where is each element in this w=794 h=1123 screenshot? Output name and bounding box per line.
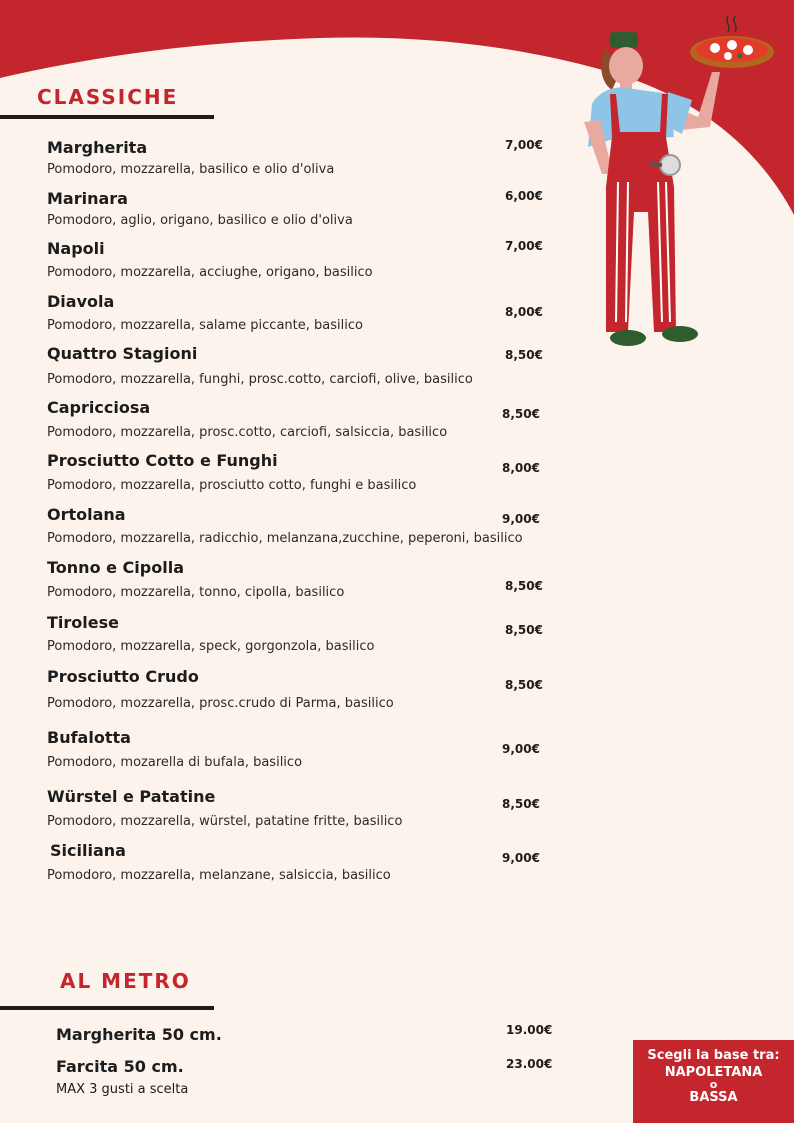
base-choice-box [633, 1040, 794, 1123]
menu-item-name: Würstel e Patatine [47, 787, 216, 806]
base-option-connector: o [709, 1078, 718, 1091]
menu-item-price: 9,00€ [502, 512, 540, 526]
section-divider [0, 1006, 214, 1010]
menu-item-name: Tonno e Cipolla [47, 558, 184, 577]
base-choice-heading: Scegli la base tra: [647, 1048, 780, 1063]
menu-item-name: Siciliana [50, 841, 126, 860]
menu-item [56, 1057, 184, 1076]
section-title-classiche: CLASSICHE [37, 85, 179, 109]
menu-item-price: 9,00€ [502, 742, 540, 756]
menu-item-price: 19.00€ [506, 1023, 553, 1037]
menu-item-description: Pomodoro, aglio, origano, basilico e olio d'oliva [47, 213, 353, 228]
menu-item-description: Pomodoro, mozzarella, acciughe, origano, basilico [47, 265, 373, 280]
section-title-al-metro: AL METRO [60, 969, 191, 993]
menu-item-name: Margherita [47, 138, 148, 157]
menu-item-name: Capricciosa [47, 398, 151, 417]
menu-item-name: Prosciutto Cotto e Funghi [47, 451, 278, 470]
menu-item-description: Pomodoro, mozzarella, prosciutto cotto, funghi e basilico [47, 478, 417, 493]
menu-item-price: 8,50€ [502, 407, 540, 421]
menu-item-name: Marinara [47, 189, 128, 208]
menu-item-price: 8,50€ [505, 579, 543, 593]
menu-item-name: Quattro Stagioni [47, 344, 198, 363]
menu-item-price: 9,00€ [502, 851, 540, 865]
menu-item-name: Tirolese [47, 613, 119, 632]
base-option-bassa: BASSA [689, 1090, 738, 1105]
menu-item-price: 23.00€ [506, 1057, 553, 1071]
menu-item-description: Pomodoro, mozzarella, tonno, cipolla, basilico [47, 585, 345, 600]
menu-item-price: 8,50€ [502, 797, 540, 811]
menu-item-description: Pomodoro, mozarella di bufala, basilico [47, 755, 303, 770]
menu-item-price: 8,50€ [505, 623, 543, 637]
menu-item-price: 7,00€ [505, 239, 543, 253]
menu-item-description: Pomodoro, mozzarella, basilico e olio d'oliva [47, 162, 335, 177]
menu-item-price: 8,50€ [505, 348, 543, 362]
menu-item-description: Pomodoro, mozzarella, salame piccante, basilico [47, 318, 363, 333]
menu-item-name: Margherita 50 cm. [56, 1025, 222, 1044]
menu-item-price: 7,00€ [505, 138, 543, 152]
menu-item-name: Napoli [47, 239, 105, 258]
menu-item-name: Farcita 50 cm. [56, 1057, 184, 1076]
menu-item-description: Pomodoro, mozzarella, prosc.crudo di Parma, basilico [47, 696, 394, 711]
menu-item [56, 1025, 222, 1044]
menu-item-price: 6,00€ [505, 189, 543, 203]
menu-item-name: Diavola [47, 292, 115, 311]
pizza-chef-illustration [570, 12, 790, 352]
menu-item-description: Pomodoro, mozzarella, würstel, patatine fritte, basilico [47, 814, 403, 829]
menu-item-description: Pomodoro, mozzarella, melanzane, salsiccia, basilico [47, 868, 391, 883]
section-divider [0, 115, 214, 119]
menu-item-name: Bufalotta [47, 728, 131, 747]
menu-item-description: Pomodoro, mozzarella, funghi, prosc.cotto, carciofi, olive, basilico [47, 372, 473, 387]
menu-item-price: 8,00€ [502, 461, 540, 475]
menu-item-name: Ortolana [47, 505, 126, 524]
menu-item-name: Prosciutto Crudo [47, 667, 199, 686]
menu-item-price: 8,00€ [505, 305, 543, 319]
menu-item-note: MAX 3 gusti a scelta [56, 1082, 189, 1097]
menu-item-description: Pomodoro, mozzarella, speck, gorgonzola, basilico [47, 639, 375, 654]
menu-item-price: 8,50€ [505, 678, 543, 692]
menu-item-description: Pomodoro, mozzarella, prosc.cotto, carciofi, salsiccia, basilico [47, 425, 448, 440]
menu-item-description: Pomodoro, mozzarella, radicchio, melanzana,zucchine, peperoni, basilico [47, 531, 523, 546]
base-option-napoletana: NAPOLETANA [664, 1065, 763, 1080]
